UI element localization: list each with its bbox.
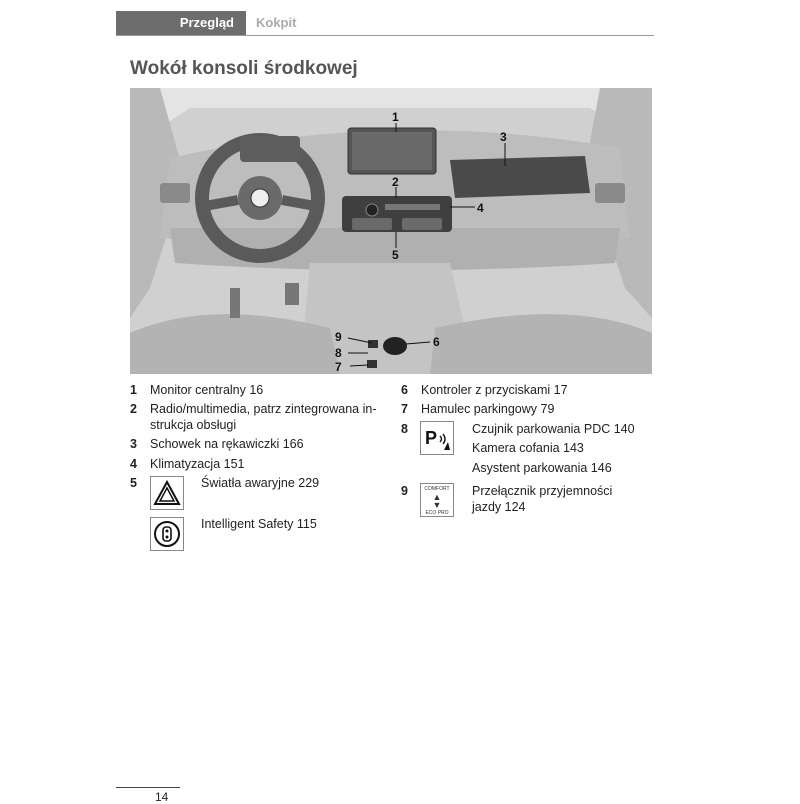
legend-num: 4 xyxy=(130,457,137,471)
tab-cockpit[interactable]: Kokpit xyxy=(256,15,297,30)
callout-9: 9 xyxy=(335,330,342,344)
legend-text-assistant: Asystent parkowania 146 xyxy=(472,461,612,475)
legend-text-intelligent-safety: Intelligent Safety 115 xyxy=(201,517,317,531)
legend-text: Monitor centralny 16 xyxy=(150,383,264,397)
legend-text-driving-mode-line1: Przełącznik przyjemności xyxy=(472,484,613,498)
legend-num: 9 xyxy=(401,484,408,498)
legend-text-line1: Radio/multimedia, patrz zintegrowana in- xyxy=(150,402,377,416)
callout-4: 4 xyxy=(477,201,484,215)
pdc-parking-icon xyxy=(420,421,454,455)
header-bar xyxy=(116,11,654,36)
callout-5: 5 xyxy=(392,248,399,262)
callout-1: 1 xyxy=(392,110,399,124)
comfort-label: COMFORT xyxy=(424,486,450,492)
legend-num: 2 xyxy=(130,402,137,416)
callout-3: 3 xyxy=(500,130,507,144)
tab-overview[interactable]: Przegląd xyxy=(116,11,246,35)
legend-text-line2: strukcja obsługi xyxy=(150,418,237,432)
legend-num: 3 xyxy=(130,437,137,451)
cockpit-illustration xyxy=(130,88,652,374)
legend-text: Kontroler z przyciskami 17 xyxy=(421,383,568,397)
mode-arrows-icon: ▲ ▼ xyxy=(432,492,442,510)
footer-rule xyxy=(116,787,180,788)
page-title: Wokół konsoli środkowej xyxy=(130,58,358,79)
driving-mode-switch-icon xyxy=(420,483,454,517)
eco-pro-label: ECO PRO xyxy=(425,510,449,516)
callout-6: 6 xyxy=(433,335,440,349)
legend-num: 8 xyxy=(401,422,408,436)
callout-8: 8 xyxy=(335,346,342,360)
legend-num: 5 xyxy=(130,476,137,490)
callout-2: 2 xyxy=(392,175,399,189)
hazard-warning-icon xyxy=(150,476,184,510)
page-number: 14 xyxy=(155,790,169,804)
legend-text-camera: Kamera cofania 143 xyxy=(472,441,584,455)
callout-7: 7 xyxy=(335,360,342,374)
intelligent-safety-icon xyxy=(150,517,184,551)
legend-num: 7 xyxy=(401,402,408,416)
pdc-icon-label: P xyxy=(425,428,438,448)
legend-num: 1 xyxy=(130,383,137,397)
legend-text: Hamulec parkingowy 79 xyxy=(421,402,555,416)
legend-num: 6 xyxy=(401,383,408,397)
legend-text: Schowek na rękawiczki 166 xyxy=(150,437,304,451)
legend-text-driving-mode-line2: jazdy 124 xyxy=(472,500,526,514)
legend-text-hazard: Światła awaryjne 229 xyxy=(201,476,320,490)
legend-text: Klimatyzacja 151 xyxy=(150,457,245,471)
legend-text-pdc: Czujnik parkowania PDC 140 xyxy=(472,422,635,436)
